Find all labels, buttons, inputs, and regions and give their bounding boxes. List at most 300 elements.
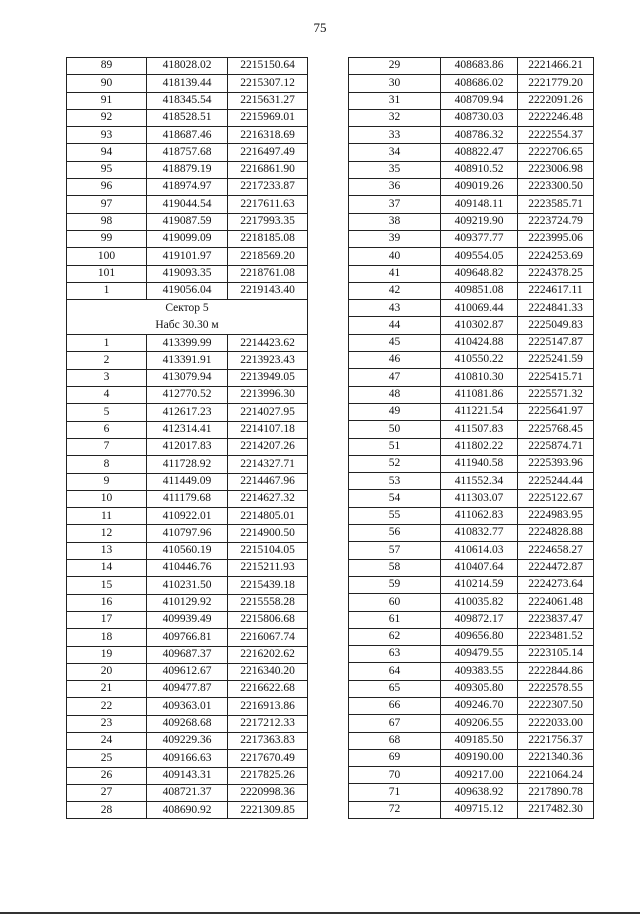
point-number-cell: 4 (67, 387, 147, 404)
y-coordinate-cell: 2214627.32 (228, 490, 308, 507)
x-coordinate-cell: 411552.34 (441, 473, 518, 490)
point-number-cell: 57 (349, 542, 441, 559)
x-coordinate-cell: 418687.46 (147, 127, 228, 144)
point-number-cell: 43 (349, 300, 441, 317)
point-number-cell: 33 (349, 127, 441, 144)
table-row (67, 663, 308, 680)
table-row (349, 403, 594, 420)
x-coordinate-cell: 409377.77 (441, 230, 518, 247)
table-row (67, 161, 308, 178)
point-number-cell: 71 (349, 784, 441, 801)
point-number-cell: 41 (349, 265, 441, 282)
y-coordinate-cell: 2216202.62 (228, 646, 308, 663)
y-coordinate-cell: 2219143.40 (228, 282, 308, 299)
table-row (349, 75, 594, 92)
y-coordinate-cell: 2218569.20 (228, 248, 308, 265)
x-coordinate-cell: 409477.87 (147, 681, 228, 698)
y-coordinate-cell: 2213996.30 (228, 387, 308, 404)
point-number-cell: 35 (349, 161, 441, 178)
table-row (67, 127, 308, 144)
y-coordinate-cell: 2215211.93 (228, 560, 308, 577)
y-coordinate-cell: 2217233.87 (228, 179, 308, 196)
y-coordinate-cell: 2225244.44 (518, 473, 594, 490)
y-coordinate-cell: 2225874.71 (518, 438, 594, 455)
table-row (67, 421, 308, 438)
table-row (349, 352, 594, 369)
point-number-cell: 56 (349, 525, 441, 542)
table-row (349, 611, 594, 628)
x-coordinate-cell: 409687.37 (147, 646, 228, 663)
table-row (349, 784, 594, 801)
y-coordinate-cell: 2215806.68 (228, 611, 308, 628)
x-coordinate-cell: 410129.92 (147, 594, 228, 611)
point-number-cell: 99 (67, 230, 147, 247)
x-coordinate-cell: 411179.68 (147, 490, 228, 507)
point-number-cell: 31 (349, 92, 441, 109)
table-row (67, 369, 308, 386)
y-coordinate-cell: 2214423.62 (228, 335, 308, 352)
table-row (67, 282, 308, 299)
point-number-cell: 37 (349, 196, 441, 213)
y-coordinate-cell: 2215307.12 (228, 75, 308, 92)
table-row (349, 628, 594, 645)
x-coordinate-cell: 419099.09 (147, 230, 228, 247)
x-coordinate-cell: 410069.44 (441, 300, 518, 317)
y-coordinate-cell: 2223300.50 (518, 179, 594, 196)
x-coordinate-cell: 410797.96 (147, 525, 228, 542)
point-number-cell: 50 (349, 421, 441, 438)
y-coordinate-cell: 2215150.64 (228, 58, 308, 75)
table-row (67, 542, 308, 559)
y-coordinate-cell: 2221779.20 (518, 75, 594, 92)
table-row (67, 646, 308, 663)
x-coordinate-cell: 411940.58 (441, 455, 518, 472)
point-number-cell: 21 (67, 681, 147, 698)
table-row (67, 265, 308, 282)
x-coordinate-cell: 410302.87 (441, 317, 518, 334)
point-number-cell: 53 (349, 473, 441, 490)
x-coordinate-cell: 408822.47 (441, 144, 518, 161)
table-row (67, 75, 308, 92)
point-number-cell: 90 (67, 75, 147, 92)
y-coordinate-cell: 2225393.96 (518, 455, 594, 472)
x-coordinate-cell: 408683.86 (441, 58, 518, 75)
x-coordinate-cell: 409217.00 (441, 767, 518, 784)
x-coordinate-cell: 419056.04 (147, 282, 228, 299)
x-coordinate-cell: 409206.55 (441, 715, 518, 732)
y-coordinate-cell: 2224061.48 (518, 594, 594, 611)
point-number-cell: 11 (67, 508, 147, 525)
table-row (349, 421, 594, 438)
table-row (349, 230, 594, 247)
x-coordinate-cell: 411081.86 (441, 386, 518, 403)
x-coordinate-cell: 410614.03 (441, 542, 518, 559)
point-number-cell: 44 (349, 317, 441, 334)
point-number-cell: 70 (349, 767, 441, 784)
table-row (67, 58, 308, 75)
point-number-cell: 55 (349, 507, 441, 524)
y-coordinate-cell: 2225122.67 (518, 490, 594, 507)
y-coordinate-cell: 2215104.05 (228, 542, 308, 559)
table-row (67, 732, 308, 749)
x-coordinate-cell: 418139.44 (147, 75, 228, 92)
x-coordinate-cell: 410810.30 (441, 369, 518, 386)
table-row (349, 542, 594, 559)
x-coordinate-cell: 409554.05 (441, 248, 518, 265)
y-coordinate-cell: 2215439.18 (228, 577, 308, 594)
point-number-cell: 95 (67, 161, 147, 178)
x-coordinate-cell: 412770.52 (147, 387, 228, 404)
x-coordinate-cell: 411802.22 (441, 438, 518, 455)
point-number-cell: 3 (67, 369, 147, 386)
point-number-cell: 94 (67, 144, 147, 161)
point-number-cell: 91 (67, 92, 147, 109)
point-number-cell: 36 (349, 179, 441, 196)
y-coordinate-cell: 2222844.86 (518, 663, 594, 680)
table-row (349, 282, 594, 299)
point-number-cell: 32 (349, 109, 441, 126)
table-row (349, 300, 594, 317)
y-coordinate-cell: 2214207.26 (228, 438, 308, 455)
table-row (67, 387, 308, 404)
y-coordinate-cell: 2217670.49 (228, 750, 308, 767)
x-coordinate-cell: 409143.31 (147, 767, 228, 784)
y-coordinate-cell: 2222307.50 (518, 697, 594, 714)
y-coordinate-cell: 2216497.49 (228, 144, 308, 161)
point-number-cell: 64 (349, 663, 441, 680)
y-coordinate-cell: 2216340.20 (228, 663, 308, 680)
x-coordinate-cell: 408709.94 (441, 92, 518, 109)
y-coordinate-cell: 2217611.63 (228, 196, 308, 213)
table-row (67, 629, 308, 646)
x-coordinate-cell: 409766.81 (147, 629, 228, 646)
table-row (67, 109, 308, 126)
y-coordinate-cell: 2225768.45 (518, 421, 594, 438)
x-coordinate-cell: 411728.92 (147, 456, 228, 473)
point-number-cell: 98 (67, 213, 147, 230)
table-row (349, 646, 594, 663)
x-coordinate-cell: 418974.97 (147, 179, 228, 196)
table-row (67, 802, 308, 819)
y-coordinate-cell: 2222706.65 (518, 144, 594, 161)
point-number-cell: 92 (67, 109, 147, 126)
table-row (349, 248, 594, 265)
y-coordinate-cell: 2213949.05 (228, 369, 308, 386)
y-coordinate-cell: 2217212.33 (228, 715, 308, 732)
y-coordinate-cell: 2216067.74 (228, 629, 308, 646)
table-row (67, 438, 308, 455)
x-coordinate-cell: 418879.19 (147, 161, 228, 178)
y-coordinate-cell: 2215558.28 (228, 594, 308, 611)
y-coordinate-cell: 2222246.48 (518, 109, 594, 126)
point-number-cell: 14 (67, 560, 147, 577)
y-coordinate-cell: 2217482.30 (518, 801, 594, 818)
point-number-cell: 45 (349, 334, 441, 351)
y-coordinate-cell: 2216913.86 (228, 698, 308, 715)
table-row (349, 749, 594, 766)
coordinates-table-right (348, 57, 594, 819)
y-coordinate-cell: 2214107.18 (228, 421, 308, 438)
table-row (67, 92, 308, 109)
table-row (349, 334, 594, 351)
x-coordinate-cell: 409612.67 (147, 663, 228, 680)
y-coordinate-cell: 2223837.47 (518, 611, 594, 628)
table-row (349, 109, 594, 126)
y-coordinate-cell: 2216861.90 (228, 161, 308, 178)
y-coordinate-cell: 2215969.01 (228, 109, 308, 126)
x-coordinate-cell: 418345.54 (147, 92, 228, 109)
x-coordinate-cell: 409148.11 (441, 196, 518, 213)
table-row (67, 456, 308, 473)
point-number-cell: 51 (349, 438, 441, 455)
x-coordinate-cell: 419101.97 (147, 248, 228, 265)
x-coordinate-cell: 410035.82 (441, 594, 518, 611)
point-number-cell: 100 (67, 248, 147, 265)
x-coordinate-cell: 410231.50 (147, 577, 228, 594)
point-number-cell: 19 (67, 646, 147, 663)
point-number-cell: 65 (349, 680, 441, 697)
table-row (67, 248, 308, 265)
y-coordinate-cell: 2225049.83 (518, 317, 594, 334)
table-row (349, 473, 594, 490)
table-row (67, 767, 308, 784)
point-number-cell: 72 (349, 801, 441, 818)
point-number-cell: 6 (67, 421, 147, 438)
x-coordinate-cell: 408730.03 (441, 109, 518, 126)
y-coordinate-cell: 2221340.36 (518, 749, 594, 766)
point-number-cell: 1 (67, 282, 147, 299)
table-row (67, 784, 308, 801)
point-number-cell: 47 (349, 369, 441, 386)
x-coordinate-cell: 409229.36 (147, 732, 228, 749)
x-coordinate-cell: 409638.92 (441, 784, 518, 801)
y-coordinate-cell: 2225641.97 (518, 403, 594, 420)
y-coordinate-cell: 2214327.71 (228, 456, 308, 473)
table-row (67, 352, 308, 369)
table-row (349, 767, 594, 784)
x-coordinate-cell: 412617.23 (147, 404, 228, 421)
x-coordinate-cell: 409219.90 (441, 213, 518, 230)
table-row (67, 508, 308, 525)
coordinates-table-left (66, 57, 308, 819)
page-number: 75 (313, 20, 327, 35)
point-number-cell: 20 (67, 663, 147, 680)
x-coordinate-cell: 411507.83 (441, 421, 518, 438)
x-coordinate-cell: 410832.77 (441, 525, 518, 542)
left-table-section (67, 300, 308, 335)
table-row (67, 611, 308, 628)
point-number-cell: 34 (349, 144, 441, 161)
table-row (349, 801, 594, 818)
point-number-cell: 22 (67, 698, 147, 715)
table-row (349, 594, 594, 611)
table-row (349, 213, 594, 230)
table-row (67, 490, 308, 507)
section-header-cell (67, 300, 308, 335)
x-coordinate-cell: 410922.01 (147, 508, 228, 525)
x-coordinate-cell: 408721.37 (147, 784, 228, 801)
point-number-cell: 24 (67, 732, 147, 749)
y-coordinate-cell: 2224841.33 (518, 300, 594, 317)
y-coordinate-cell: 2223724.79 (518, 213, 594, 230)
table-row (349, 386, 594, 403)
x-coordinate-cell: 409479.55 (441, 646, 518, 663)
point-number-cell: 38 (349, 213, 441, 230)
point-number-cell: 40 (349, 248, 441, 265)
right-table-rows (349, 58, 594, 819)
y-coordinate-cell: 2221756.37 (518, 732, 594, 749)
y-coordinate-cell: 2223995.06 (518, 230, 594, 247)
table-row (67, 473, 308, 490)
y-coordinate-cell: 2223481.52 (518, 628, 594, 645)
point-number-cell: 68 (349, 732, 441, 749)
x-coordinate-cell: 419044.54 (147, 196, 228, 213)
point-number-cell: 62 (349, 628, 441, 645)
x-coordinate-cell: 409305.80 (441, 680, 518, 697)
y-coordinate-cell: 2217890.78 (518, 784, 594, 801)
x-coordinate-cell: 408786.32 (441, 127, 518, 144)
y-coordinate-cell: 2222033.00 (518, 715, 594, 732)
point-number-cell: 60 (349, 594, 441, 611)
point-number-cell: 23 (67, 715, 147, 732)
table-row (67, 698, 308, 715)
table-row (349, 490, 594, 507)
x-coordinate-cell: 409246.70 (441, 697, 518, 714)
x-coordinate-cell: 409019.26 (441, 179, 518, 196)
table-row (349, 455, 594, 472)
point-number-cell: 27 (67, 784, 147, 801)
point-number-cell: 54 (349, 490, 441, 507)
x-coordinate-cell: 413079.94 (147, 369, 228, 386)
point-number-cell: 2 (67, 352, 147, 369)
table-row (349, 265, 594, 282)
y-coordinate-cell: 2224983.95 (518, 507, 594, 524)
x-coordinate-cell: 409715.12 (441, 801, 518, 818)
point-number-cell: 67 (349, 715, 441, 732)
x-coordinate-cell: 409190.00 (441, 749, 518, 766)
x-coordinate-cell: 409185.50 (441, 732, 518, 749)
point-number-cell: 12 (67, 525, 147, 542)
table-row (349, 317, 594, 334)
table-row (349, 161, 594, 178)
page-bottom-rule (0, 912, 640, 914)
x-coordinate-cell: 408910.52 (441, 161, 518, 178)
x-coordinate-cell: 410214.59 (441, 576, 518, 593)
x-coordinate-cell: 409939.49 (147, 611, 228, 628)
x-coordinate-cell: 409363.01 (147, 698, 228, 715)
table-row (349, 127, 594, 144)
table-row (349, 144, 594, 161)
point-number-cell: 96 (67, 179, 147, 196)
x-coordinate-cell: 411062.83 (441, 507, 518, 524)
table-row (349, 525, 594, 542)
y-coordinate-cell: 2221309.85 (228, 802, 308, 819)
point-number-cell: 17 (67, 611, 147, 628)
y-coordinate-cell: 2217363.83 (228, 732, 308, 749)
point-number-cell: 97 (67, 196, 147, 213)
x-coordinate-cell: 410407.64 (441, 559, 518, 576)
x-coordinate-cell: 409656.80 (441, 628, 518, 645)
y-coordinate-cell: 2223105.14 (518, 646, 594, 663)
table-row (349, 369, 594, 386)
table-row (67, 335, 308, 352)
y-coordinate-cell: 2224828.88 (518, 525, 594, 542)
left-table-rows-before (67, 58, 308, 300)
y-coordinate-cell: 2216622.68 (228, 681, 308, 698)
x-coordinate-cell: 412314.41 (147, 421, 228, 438)
x-coordinate-cell: 409166.63 (147, 750, 228, 767)
point-number-cell: 61 (349, 611, 441, 628)
point-number-cell: 46 (349, 352, 441, 369)
x-coordinate-cell: 418028.02 (147, 58, 228, 75)
table-row (349, 438, 594, 455)
table-row (67, 715, 308, 732)
x-coordinate-cell: 418757.68 (147, 144, 228, 161)
point-number-cell: 18 (67, 629, 147, 646)
point-number-cell: 30 (349, 75, 441, 92)
y-coordinate-cell: 2224658.27 (518, 542, 594, 559)
table-row (67, 594, 308, 611)
point-number-cell: 8 (67, 456, 147, 473)
table-row (349, 732, 594, 749)
x-coordinate-cell: 409851.08 (441, 282, 518, 299)
x-coordinate-cell: 411449.09 (147, 473, 228, 490)
x-coordinate-cell: 412017.83 (147, 438, 228, 455)
x-coordinate-cell: 409268.68 (147, 715, 228, 732)
x-coordinate-cell: 409872.17 (441, 611, 518, 628)
x-coordinate-cell: 410424.88 (441, 334, 518, 351)
y-coordinate-cell: 2223006.98 (518, 161, 594, 178)
table-row (67, 750, 308, 767)
y-coordinate-cell: 2222554.37 (518, 127, 594, 144)
point-number-cell: 69 (349, 749, 441, 766)
point-number-cell: 1 (67, 335, 147, 352)
y-coordinate-cell: 2224617.11 (518, 282, 594, 299)
y-coordinate-cell: 2218185.08 (228, 230, 308, 247)
point-number-cell: 59 (349, 576, 441, 593)
point-number-cell: 42 (349, 282, 441, 299)
x-coordinate-cell: 410446.76 (147, 560, 228, 577)
table-row (349, 507, 594, 524)
x-coordinate-cell: 411303.07 (441, 490, 518, 507)
section-title: Сектор 5 (165, 302, 209, 315)
x-coordinate-cell: 411221.54 (441, 403, 518, 420)
point-number-cell: 5 (67, 404, 147, 421)
table-row (67, 144, 308, 161)
point-number-cell: 28 (67, 802, 147, 819)
table-row (349, 663, 594, 680)
x-coordinate-cell: 409383.55 (441, 663, 518, 680)
point-number-cell: 13 (67, 542, 147, 559)
point-number-cell: 89 (67, 58, 147, 75)
table-row (349, 92, 594, 109)
point-number-cell: 49 (349, 403, 441, 420)
table-row (67, 577, 308, 594)
table-row (349, 697, 594, 714)
table-row (349, 179, 594, 196)
y-coordinate-cell: 2224253.69 (518, 248, 594, 265)
y-coordinate-cell: 2217993.35 (228, 213, 308, 230)
y-coordinate-cell: 2214900.50 (228, 525, 308, 542)
table-row (349, 196, 594, 213)
table-row (349, 715, 594, 732)
point-number-cell: 101 (67, 265, 147, 282)
table-row (67, 560, 308, 577)
y-coordinate-cell: 2222578.55 (518, 680, 594, 697)
y-coordinate-cell: 2221064.24 (518, 767, 594, 784)
table-row (67, 681, 308, 698)
y-coordinate-cell: 2224378.25 (518, 265, 594, 282)
